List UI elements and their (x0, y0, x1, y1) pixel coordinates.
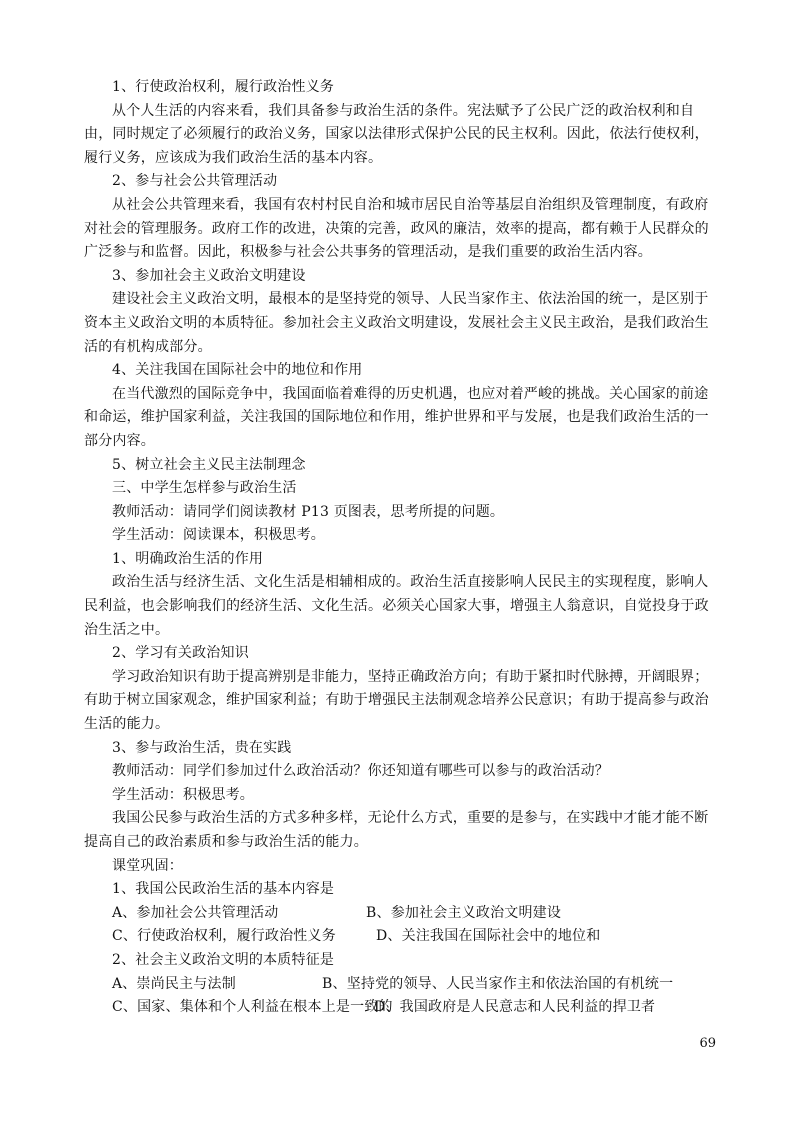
page-number: 69 (699, 1036, 716, 1051)
section-heading: 2、参与社会公共管理活动 (112, 173, 278, 190)
teacher-activity: 教师活动：同学们参加过什么政治活动？你还知道有哪些可以参与的政治活动？ (112, 763, 609, 780)
body-paragraph: 建设社会主义政治文明，最根本的是坚持党的领导、人民当家作主、依法治国的统一，是区别于资本主义政治文明的本质特征。参加社会主义政治文明建设，发展社会主义民主政治，是我们政治生活的有机构成部分。 (84, 291, 709, 355)
option-b: B、参加社会主义政治文明建设 (366, 904, 562, 921)
section-heading: 3、参加社会主义政治文明建设 (112, 267, 306, 284)
student-activity: 学生活动：阅读课本，积极思考。 (112, 527, 325, 544)
question-stem: 1、我国公民政治生活的基本内容是 (112, 881, 335, 898)
body-paragraph: 从个人生活的内容来看，我们具备参与政治生活的条件。宪法赋予了公民广泛的政治权利和自由，同时规定了必须履行的政治义务，国家以法律形式保护公民的民主权利。因此，依法行使权利，履行义务，应该成为我们政治生活的基本内容。 (84, 102, 709, 166)
exercise-heading: 课堂巩固： (112, 857, 183, 874)
question1-options-row (84, 902, 716, 926)
option-d: D、关注我国在国际社会中的地位和 (376, 928, 601, 945)
student-activity: 学生活动：积极思考。 (112, 786, 254, 803)
question2-options-row (84, 996, 716, 1020)
section-heading: 4、关注我国在国际社会中的地位和作用 (112, 362, 363, 379)
option-a: A、参加社会公共管理活动 (112, 904, 279, 921)
body-paragraph: 政治生活与经济生活、文化生活是相辅相成的。政治生活直接影响人民民主的实现程度，影响人民利益，也会影响我们的经济生活、文化生活。必须关心国家大事，增强主人翁意识，自觉投身于政治生活之中。 (84, 574, 709, 638)
option-c: C、行使政治权利，履行政治性义务 (112, 928, 336, 945)
option-d: D、我国政府是人民意志和人民利益的捍卫者 (374, 999, 656, 1016)
section-heading: 1、明确政治生活的作用 (112, 550, 264, 567)
section-heading: 3、参与政治生活，贵在实践 (112, 739, 292, 756)
body-paragraph: 学习政治知识有助于提高辨别是非能力，坚持正确政治方向；有助于紧扣时代脉搏，开阔眼界；有助于树立国家观念，维护国家利益；有助于增强民主法制观念培养公民意识；有助于提高参与政治生活的能力。 (84, 668, 709, 733)
question1-options-row (84, 925, 716, 949)
section-heading: 1、行使政治权利，履行政治性义务 (112, 79, 335, 95)
body-paragraph: 从社会公共管理来看，我国有农村村民自治和城市居民自治等基层自治组织及管理制度，有政府对社会的管理服务。政府工作的改进，决策的完善，政风的廉洁，效率的提高，都有赖于人民群众的广泛参与和监督。因此，积极参与社会公共事务的管理活动，是我们重要的政治生活内容。 (84, 196, 709, 261)
option-c: C、国家、集体和个人利益在根本上是一致的 (112, 999, 393, 1016)
teacher-activity: 教师活动：请同学们阅读教材 P13 页图表，思考所提的问题。 (112, 503, 505, 520)
body-paragraph: 在当代激烈的国际竞争中，我国面临着难得的历史机遇，也应对着严峻的挑战。关心国家的前途和命运，维护国家利益，关注我国的国际地位和作用，维护世界和平与发展，也是我们政治生活的一部分内容。 (84, 385, 709, 449)
question2-options-row (84, 973, 716, 997)
section-heading: 5、树立社会主义民主法制理念 (112, 456, 306, 473)
section-heading: 三、中学生怎样参与政治生活 (112, 480, 297, 497)
option-a: A、崇尚民主与法制 (112, 975, 236, 992)
page-body (84, 76, 716, 1020)
section-heading: 2、学习有关政治知识 (112, 645, 249, 662)
body-paragraph: 我国公民参与政治生活的方式多种多样，无论什么方式，重要的是参与，在实践中才能才能不断提高自己的政治素质和参与政治生活的能力。 (84, 810, 709, 850)
question-stem: 2、社会主义政治文明的本质特征是 (112, 951, 335, 968)
option-b: B、坚持党的领导、人民当家作主和依法治国的有机统一 (322, 975, 674, 992)
